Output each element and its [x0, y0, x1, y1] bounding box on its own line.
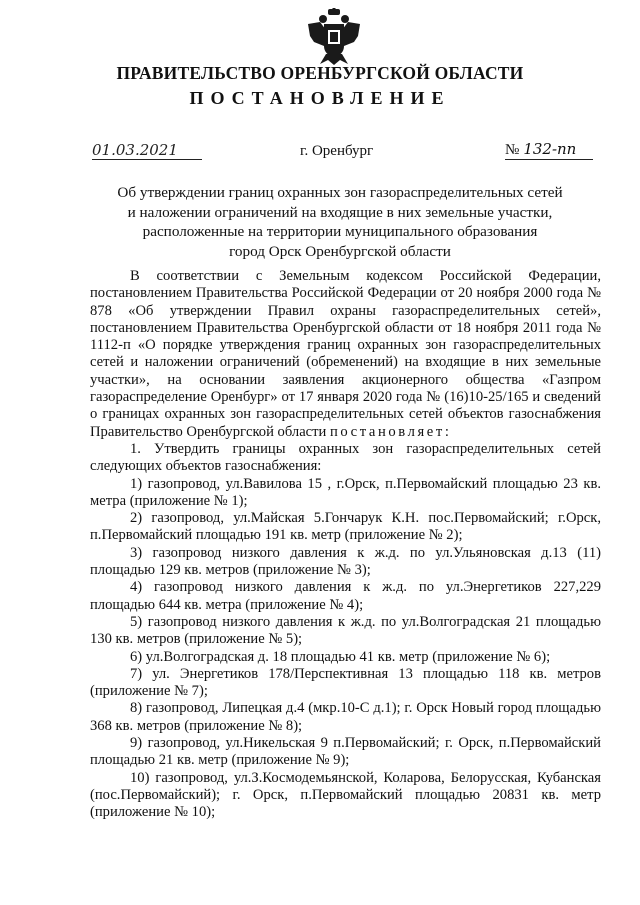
list-item: 9) газопровод, ул.Никельская 9 п.Первомайский; г. Орск, п.Первомайский площадью 21 кв. метр (приложение № 9); [90, 735, 601, 769]
preamble [90, 268, 601, 441]
document-date: 01.03.2021 [92, 142, 202, 160]
document-subject [100, 183, 580, 261]
list-item: 1) газопровод, ул.Вавилова 15 , г.Орск, п.Первомайский площадью 23 кв. метра (приложение № 1); [90, 475, 601, 509]
subject-line: и наложении ограничений на входящие в них земельные участки, [127, 203, 553, 221]
number-sign: № [505, 142, 520, 158]
subject-line: расположенные на территории муниципального образования [142, 223, 538, 240]
government-name: ПРАВИТЕЛЬСТВО ОРЕНБУРГСКОЙ ОБЛАСТИ [116, 63, 524, 83]
list-item: 10) газопровод, ул.З.Космодемьянской, Коларова, Белорусская, Кубанская (пос.Первомайский); г. Орск, п.Первомайский площадью 20831 кв. метр (приложение № 10); [90, 769, 601, 821]
list-item: 7) ул. Энергетиков 178/Перспективная 13 площадью 118 кв. метров (приложение № 7); [90, 665, 601, 700]
list-item: 1. Утвердить границы охранных зон газораспределительных сетей следующих объектов газоснабжения: [90, 440, 601, 475]
list-item: 8) газопровод, Липецкая д.4 (мкр.10-С д.1); г. Орск Новый город площадью 368 кв. метров (приложение № 8); [90, 700, 601, 734]
number-value: 132-пп [523, 140, 577, 158]
list-item: 5) газопровод низкого давления к ж.д. по ул.Волгоградская 21 площадью 130 кв. метров (приложение № 5); [90, 613, 601, 648]
list-item: 2) газопровод, ул.Майская 5.Гончарук К.Н. пос.Первомайский; г.Орск, п.Первомайский площадью 191 кв. метр (приложение № 2); [90, 510, 601, 544]
subject-line: Об утверждении границ охранных зон газораспределительных сетей [117, 184, 563, 201]
document-body [90, 268, 601, 822]
list-item: 4) газопровод низкого давления к ж.д. по ул.Энергетиков 227,229 площадью 644 кв. метра (приложение № 4); [90, 579, 601, 613]
preamble-text: В соответствии с Земельным кодексом Российской Федерации, постановлением Правительства Российской Федерации от 20 ноября 2000 года № 878 «Об утверждении Правил охраны газораспределительных сетей», постановлением Правительства Оренбургской области от 18 ноября 2011 года № 1112-п «О порядке утверждения границ охранных зон газораспределительных сетей и наложении ограничений (обременений) на входящие в них земельные участки», на основании заявления акционерного общества «Газпром газораспределение Оренбург» от 17 января 2020 года № (16)10-25/165 и сведений о границах охранных зон газораспределительных сетей объектов газоснабжения Правительство Оренбургской области [90, 268, 601, 440]
resolves-word: постановляет: [330, 423, 452, 440]
list-item: 3) газопровод низкого давления к ж.д. по ул.Ульяновская д.13 (11) площадью 129 кв. метров (приложение № 3); [90, 544, 601, 579]
list-item: 6) ул.Волгоградская д. 18 площадью 41 кв. метр (приложение № 6); [130, 648, 551, 665]
coat-of-arms-icon [306, 8, 362, 66]
document-number [505, 140, 593, 160]
document-type: ПОСТАНОВЛЕНИЕ [189, 88, 451, 108]
subject-line: город Орск Оренбургской области [229, 242, 451, 260]
document-city: г. Оренбург [300, 143, 374, 159]
